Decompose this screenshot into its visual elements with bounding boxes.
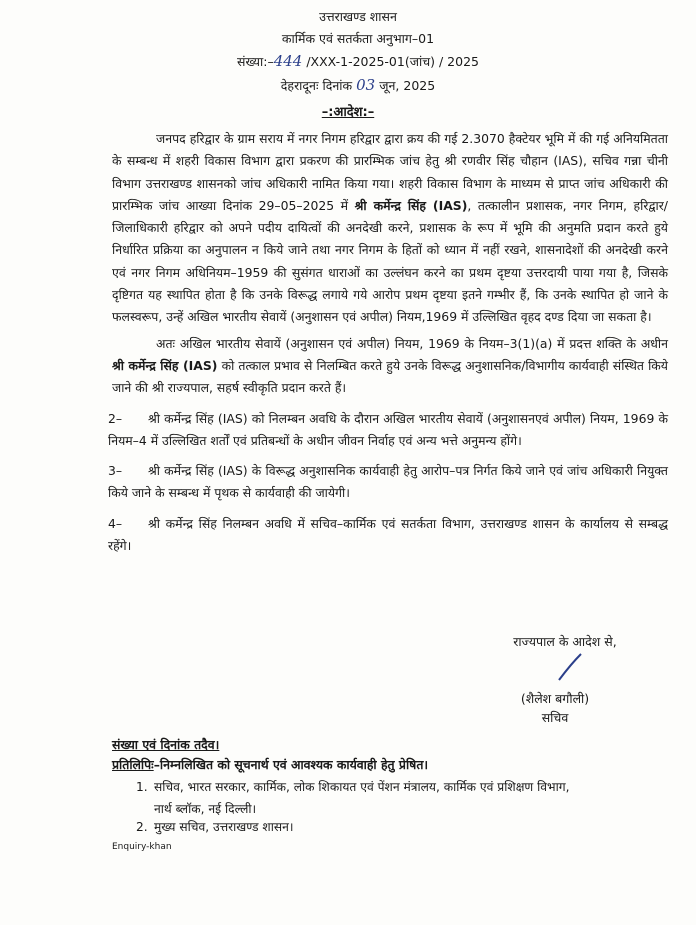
footer-reference: Enquiry-khan [112, 842, 172, 852]
signatory-name: (शैलेश बगौली) [520, 691, 590, 706]
list-item [136, 816, 676, 838]
paragraph-2-text-a: अतः अखिल भारतीय सेवायें (अनुशासन एवं अपील) नियम, 1969 के नियम–3(1)(a) में प्रदत्त शक्ति के अधीन [156, 335, 668, 351]
order-title: –:आदेश:– [321, 105, 375, 120]
government-name: उत्तराखण्ड शासन [319, 9, 397, 24]
copy-distribution-line [112, 756, 428, 773]
item-text: श्री कर्मेन्द्र सिंह (IAS) को निलम्बन अवधि के दौरान अखिल भारतीय सेवायें (अनुशासनएवं अपील) नियम, 1969 के नियम–4 में उल्लिखित शर्तों एवं प्रतिबन्धों के अधीन जीवन निर्वाह एवं अन्य भत्ते अनुमन्य होंगे। [108, 410, 668, 448]
date-day-handwritten: 03 [356, 76, 376, 94]
copy-distribution-text: –निम्नलिखित को सूचनार्थ एवं आवश्यक कार्यवाही हेतु प्रेषित। [153, 757, 429, 772]
paragraph-2 [112, 333, 668, 400]
officer-name: श्री कर्मेन्द्र सिंह (IAS) [112, 357, 218, 373]
paragraph-item-4 [108, 513, 668, 558]
copy-label: प्रतिलिपिः [112, 757, 154, 772]
list-item-continuation: नार्थ ब्लॉक, नई दिल्ली। [154, 802, 257, 816]
list-item-number: 1. [136, 780, 148, 794]
officer-name: श्री कर्मेन्द्र सिंह (IAS) [354, 197, 468, 213]
paragraph-item-2 [108, 408, 668, 453]
copy-reference: संख्या एवं दिनांक तदैव। [112, 737, 220, 752]
item-text: श्री कर्मेन्द्र सिंह (IAS) के विरूद्ध अनुशासनिक कार्यवाही हेतु आरोप–पत्र निर्गत किये जाने एवं जांच अधिकारी नियुक्त किये जाने के सम्बन्ध में पृथक से कार्यवाही की जायेगी। [108, 463, 668, 501]
paragraph-1 [112, 128, 668, 329]
order-number-prefix: संख्या:– [237, 54, 274, 69]
list-item-number: 2. [136, 820, 148, 834]
governor-order-line: राज्यपाल के आदेश से, [513, 634, 617, 649]
item-number: 2– [108, 410, 123, 426]
item-number: 3– [108, 463, 123, 479]
order-number-line [10, 52, 696, 70]
signature-mark [555, 652, 585, 684]
date-line [10, 76, 696, 94]
order-number-handwritten: 444 [273, 52, 303, 70]
item-number: 4– [108, 515, 123, 531]
list-item [136, 776, 676, 820]
department-section: कार्मिक एवं सतर्कता अनुभाग–01 [281, 31, 435, 46]
order-body [108, 128, 668, 557]
list-item-text: सचिव, भारत सरकार, कार्मिक, लोक शिकायत एवं पेंशन मंत्रालय, कार्मिक एवं प्रशिक्षण विभाग, [154, 780, 570, 794]
item-text: श्री कर्मेन्द्र सिंह निलम्बन अवधि में सचिव–कार्मिक एवं सतर्कता विभाग, उत्तराखण्ड शासन के कार्यालय से सम्बद्ध रहेंगे। [108, 515, 668, 554]
signatory-designation: सचिव [541, 710, 569, 725]
list-item-text: मुख्य सचिव, उत्तराखण्ड शासन। [154, 820, 294, 834]
paragraph-2-text-b: को तत्काल प्रभाव से निलम्बित करते हुये उनके विरूद्ध अनुशासनिक/विभागीय कार्यवाही संस्थित किये जाने की श्री राज्यपाल, सहर्ष स्वीकृति प्रदान करते हैं। [112, 357, 668, 396]
paragraph-1-text-b: , तत्कालीन प्रशासक, नगर निगम, हरिद्वार/ जिलाधिकारी हरिद्वार को अपने पदीय दायित्वों की अनदेखी करने, प्रशासक के रूप में भूमि की अनुमति प्रदान करते हुये निर्धारित प्रक्रिया का अनुपालन न किये जाने तथा नगर निगम के हितों को ध्यान में नहीं रखने, शासनादेशों की अनदेखी करने एवं नगर निगम अधिनियम–1959 की सुसंगत धाराओं का उल्लंघन करने का प्रथम दृष्टया उत्तरदायी पाया गया है, जिसके दृष्टिगत यह स्थापित होता है कि उनके विरूद्ध लगाये गये आरोप प्रथम दृष्टया इतने गम्भीर हैं, कि उनके स्थापित हो जाने के फलस्वरूप, उन्हें अखिल भारतीय सेवायें (अनुशासन एवं अपील) नियम,1969 में उल्लिखित वृहद दण्ड दिया जा सकता है। [112, 197, 668, 325]
order-number-suffix: /XXX-1-2025-01(जांच) / 2025 [306, 54, 479, 69]
date-prefix: देहरादूनः दिनांक [280, 78, 353, 93]
date-suffix: जून, 2025 [379, 78, 436, 93]
paragraph-1-text-a: जनपद हरिद्वार के ग्राम सराय में नगर निगम हरिद्वार द्वारा क्रय की गई 2.3070 हैक्टेयर भूमि में की गई अनियमितता के सम्बन्ध में शहरी विकास विभाग द्वारा प्रकरण की प्रारम्भिक जांच हेतु श्री रणवीर सिंह चौहान (IAS), सचिव गन्ना चीनी विभाग उत्तराखण्ड शासनको जांच अधिकारी नामित किया गया। शहरी विकास विभाग के माध्यम से प्राप्त जांच अधिकारी की प्रारम्भिक जांच आख्या दिनांक 29–05–2025 में [112, 131, 668, 213]
paragraph-item-3 [108, 460, 668, 505]
